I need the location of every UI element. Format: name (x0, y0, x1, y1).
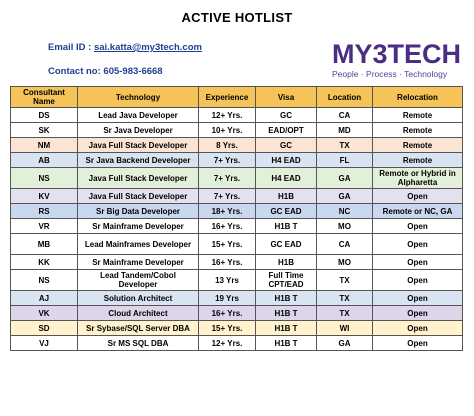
cell-technology: Sr Mainframe Developer (78, 219, 199, 234)
cell-experience: 15+ Yrs. (199, 321, 256, 336)
cell-experience: 7+ Yrs. (199, 168, 256, 189)
cell-location: CA (317, 234, 373, 255)
col-relocation: Relocation (373, 87, 463, 108)
cell-experience: 7+ Yrs. (199, 153, 256, 168)
cell-location: FL (317, 153, 373, 168)
table-row (11, 138, 463, 153)
cell-experience: 16+ Yrs. (199, 255, 256, 270)
email-row (48, 42, 202, 53)
cell-consultant-name: MB (11, 234, 78, 255)
cell-location: GA (317, 168, 373, 189)
col-visa: Visa (256, 87, 317, 108)
cell-consultant-name: SD (11, 321, 78, 336)
table-row (11, 153, 463, 168)
cell-experience: 12+ Yrs. (199, 108, 256, 123)
cell-consultant-name: RS (11, 204, 78, 219)
cell-experience: 13 Yrs (199, 270, 256, 291)
cell-location: TX (317, 306, 373, 321)
cell-location: TX (317, 270, 373, 291)
cell-relocation: Open (373, 306, 463, 321)
cell-technology: Java Full Stack Developer (78, 168, 199, 189)
cell-technology: Java Full Stack Developer (78, 189, 199, 204)
hotlist-table (10, 86, 463, 351)
table-row (11, 234, 463, 255)
cell-technology: Java Full Stack Developer (78, 138, 199, 153)
my3tech-logo (332, 40, 472, 80)
cell-consultant-name: NS (11, 168, 78, 189)
cell-consultant-name: NS (11, 270, 78, 291)
cell-technology: Sr Mainframe Developer (78, 255, 199, 270)
cell-technology: Cloud Architect (78, 306, 199, 321)
cell-experience: 7+ Yrs. (199, 189, 256, 204)
table-row (11, 336, 463, 351)
table-row (11, 168, 463, 189)
table-row (11, 270, 463, 291)
cell-technology: Sr Java Developer (78, 123, 199, 138)
cell-visa: H1B (256, 255, 317, 270)
table-row (11, 189, 463, 204)
table-row (11, 291, 463, 306)
cell-visa: H4 EAD (256, 153, 317, 168)
cell-technology: Solution Architect (78, 291, 199, 306)
cell-consultant-name: VK (11, 306, 78, 321)
cell-consultant-name: AB (11, 153, 78, 168)
cell-visa: GC EAD (256, 204, 317, 219)
cell-experience: 15+ Yrs. (199, 234, 256, 255)
cell-technology: Lead Tandem/Cobol Developer (78, 270, 199, 291)
cell-consultant-name: KK (11, 255, 78, 270)
hotlist-title: ACTIVE HOTLIST (181, 10, 293, 25)
cell-location: MO (317, 255, 373, 270)
cell-relocation: Remote (373, 153, 463, 168)
cell-relocation: Remote (373, 108, 463, 123)
col-experience: Experience (199, 87, 256, 108)
cell-location: GA (317, 336, 373, 351)
cell-location: NC (317, 204, 373, 219)
cell-location: TX (317, 138, 373, 153)
cell-technology: Lead Java Developer (78, 108, 199, 123)
col-technology: Technology (78, 87, 199, 108)
cell-technology: Lead Mainframes Developer (78, 234, 199, 255)
cell-visa: EAD/OPT (256, 123, 317, 138)
table-row (11, 306, 463, 321)
col-location: Location (317, 87, 373, 108)
cell-consultant-name: DS (11, 108, 78, 123)
cell-location: TX (317, 291, 373, 306)
cell-relocation: Open (373, 321, 463, 336)
contact-number: 605-983-6668 (103, 66, 163, 77)
cell-consultant-name: KV (11, 189, 78, 204)
email-label: Email ID : (48, 42, 92, 53)
cell-visa: H1B T (256, 219, 317, 234)
cell-consultant-name: VJ (11, 336, 78, 351)
cell-experience: 16+ Yrs. (199, 306, 256, 321)
cell-relocation: Open (373, 291, 463, 306)
cell-visa: GC (256, 138, 317, 153)
cell-relocation: Remote (373, 123, 463, 138)
cell-consultant-name: NM (11, 138, 78, 153)
cell-visa: H1B T (256, 336, 317, 351)
cell-experience: 8 Yrs. (199, 138, 256, 153)
cell-consultant-name: SK (11, 123, 78, 138)
logo-tagline: People · Process · Technology (332, 69, 448, 79)
cell-relocation: Remote (373, 138, 463, 153)
cell-visa: GC (256, 108, 317, 123)
cell-experience: 18+ Yrs. (199, 204, 256, 219)
cell-experience: 16+ Yrs. (199, 219, 256, 234)
cell-relocation: Open (373, 219, 463, 234)
cell-relocation: Open (373, 189, 463, 204)
logo-wordmark (332, 40, 472, 68)
cell-visa: H4 EAD (256, 168, 317, 189)
cell-consultant-name: AJ (11, 291, 78, 306)
cell-visa: H1B T (256, 291, 317, 306)
cell-experience: 10+ Yrs. (199, 123, 256, 138)
cell-technology: Sr Sybase/SQL Server DBA (78, 321, 199, 336)
cell-visa: Full Time CPT/EAD (256, 270, 317, 291)
email-link[interactable]: sai.katta@my3tech.com (93, 42, 202, 53)
cell-technology: Sr Java Backend Developer (78, 153, 199, 168)
cell-technology: Sr Big Data Developer (78, 204, 199, 219)
cell-visa: H1B (256, 189, 317, 204)
table-row (11, 321, 463, 336)
table-row (11, 255, 463, 270)
cell-technology: Sr MS SQL DBA (78, 336, 199, 351)
cell-visa: H1B T (256, 321, 317, 336)
logo-three: 3 (372, 39, 388, 69)
cell-location: GA (317, 189, 373, 204)
table-row (11, 123, 463, 138)
logo-suffix: TECH (387, 39, 462, 69)
cell-relocation: Open (373, 234, 463, 255)
col-consultant-name: Consultant Name (11, 87, 78, 108)
cell-location: WI (317, 321, 373, 336)
cell-visa: H1B T (256, 306, 317, 321)
contact-label: Contact no: (48, 66, 101, 77)
table-header-row (11, 87, 463, 108)
cell-consultant-name: VR (11, 219, 78, 234)
contact-row (48, 66, 163, 77)
cell-relocation: Open (373, 336, 463, 351)
cell-relocation: Remote or Hybrid in Alpharetta (373, 168, 463, 189)
table-row (11, 108, 463, 123)
table-row (11, 219, 463, 234)
cell-visa: GC EAD (256, 234, 317, 255)
cell-experience: 19 Yrs (199, 291, 256, 306)
cell-experience: 12+ Yrs. (199, 336, 256, 351)
cell-relocation: Open (373, 270, 463, 291)
cell-location: CA (317, 108, 373, 123)
cell-relocation: Open (373, 255, 463, 270)
table-row (11, 204, 463, 219)
logo-prefix: MY (332, 39, 373, 69)
cell-location: MD (317, 123, 373, 138)
cell-location: MO (317, 219, 373, 234)
cell-relocation: Remote or NC, GA (373, 204, 463, 219)
